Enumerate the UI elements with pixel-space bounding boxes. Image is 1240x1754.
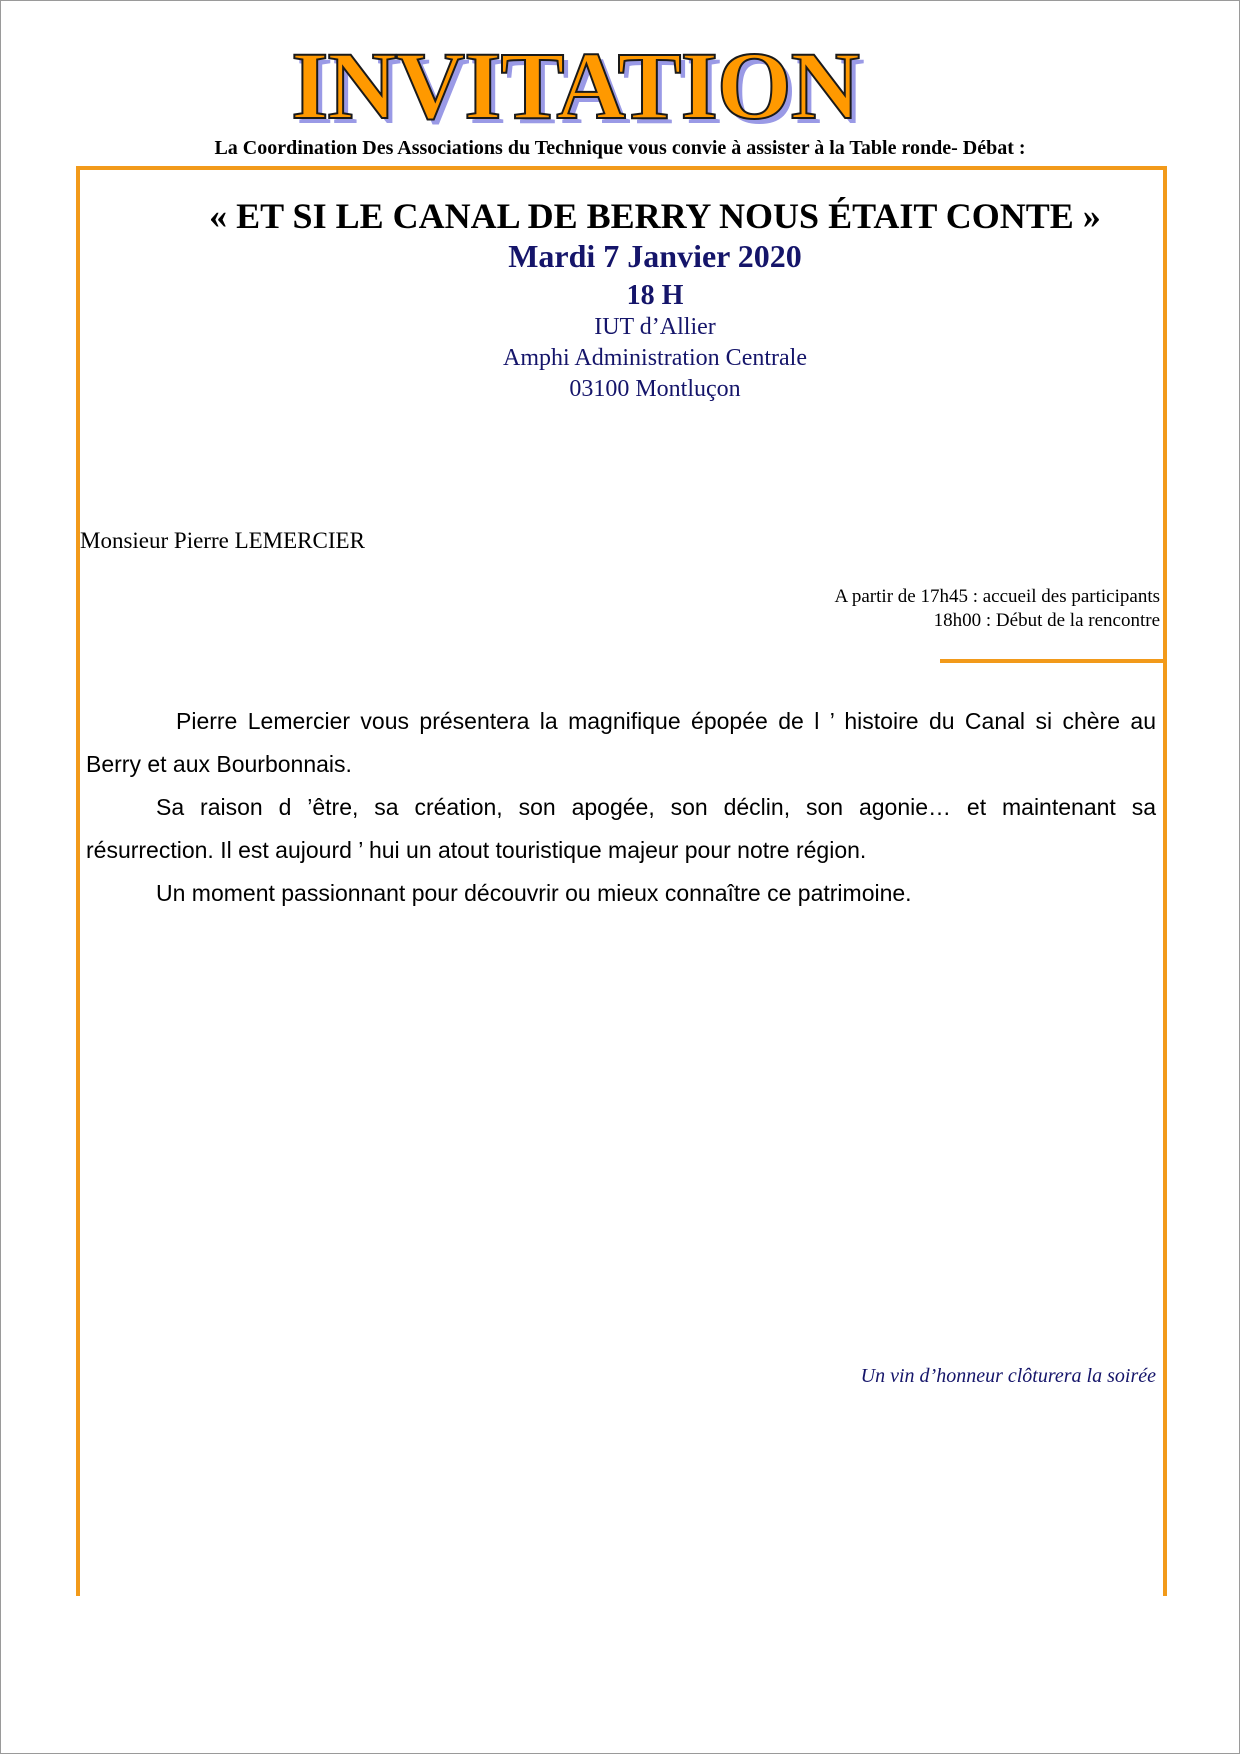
schedule-welcome: A partir de 17h45 : accueil des participants — [834, 586, 1160, 607]
body-paragraph-3: Un moment passionnant pour découvrir ou mieux connaître ce patrimoine. — [156, 880, 912, 906]
frame-top-rule — [76, 166, 1167, 170]
event-title: « ET SI LE CANAL DE BERRY NOUS ÉTAIT CONTE » — [209, 196, 1101, 236]
schedule-start: 18h00 : Début de la rencontre — [933, 610, 1160, 631]
invitation-title: INVITATION — [291, 32, 859, 139]
venue-room: Amphi Administration Centrale — [503, 345, 807, 371]
closing-note: Un vin d’honneur clôturera la soirée — [860, 1365, 1156, 1387]
frame-left-rule — [76, 166, 80, 1596]
body-paragraph-2: Sa raison d ’être, sa création, son apogée, son déclin, son agonie… et maintenant sa résurrection. Il est aujourd ’ hui un atout touristique majeur pour notre région. — [86, 794, 1156, 863]
event-time: 18 H — [626, 280, 684, 311]
recipient-name: Monsieur Pierre LEMERCIER — [80, 528, 365, 553]
body-paragraph-1: Pierre Lemercier vous présentera la magnifique épopée de l ’ histoire du Canal si chère au Berry et aux Bourbonnais. — [86, 708, 1156, 777]
venue-name: IUT d’Allier — [594, 314, 716, 340]
invitation-body — [86, 700, 1156, 915]
frame-right-rule — [1163, 166, 1167, 1596]
schedule-underline-rule — [940, 659, 1163, 663]
invitation-subtitle: La Coordination Des Associations du Technique vous convie à assister à la Table ronde- Débat : — [214, 137, 1026, 159]
event-date: Mardi 7 Janvier 2020 — [508, 238, 802, 274]
venue-city: 03100 Montluçon — [569, 376, 741, 402]
